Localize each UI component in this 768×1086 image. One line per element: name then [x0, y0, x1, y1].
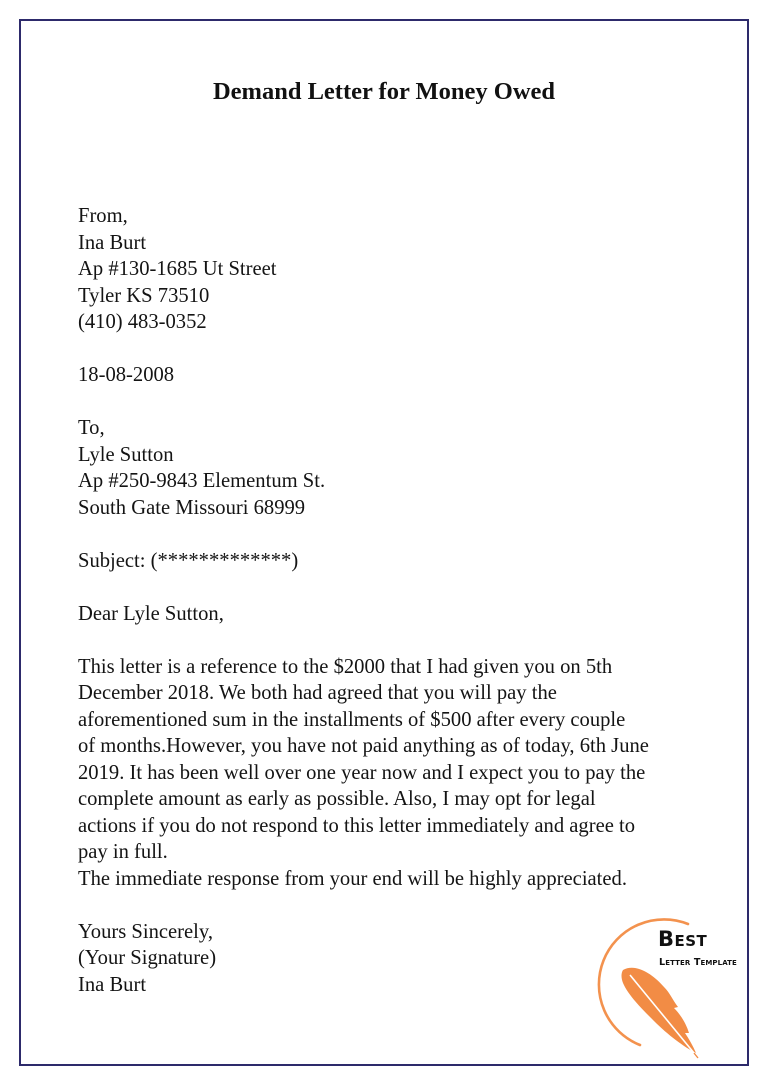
logo-text-letter-template: Letter Template	[659, 957, 737, 968]
sender-address-line1: Ap #130-1685 Ut Street	[78, 258, 277, 280]
recipient-name: Lyle Sutton	[78, 443, 174, 466]
document-title: Demand Letter for Money Owed	[212, 78, 556, 105]
body-line: This letter is a reference to the $2000 that I had given you on 5th	[78, 655, 613, 678]
sender-block	[78, 203, 718, 336]
signature-placeholder: (Your Signature)	[78, 947, 217, 969]
salutation: Dear Lyle Sutton,	[78, 602, 224, 625]
recipient-address-line2: South Gate Missouri 68999	[78, 496, 306, 519]
logo-text-best: Best	[658, 927, 708, 951]
sender-label: From,	[78, 205, 128, 227]
best-letter-template-logo	[590, 915, 750, 1060]
spacer	[78, 389, 718, 416]
sender-address-line2: Tyler KS 73510	[78, 284, 210, 307]
sender-phone: (410) 483-0352	[78, 311, 207, 333]
spacer	[78, 521, 718, 548]
closing-name: Ina Burt	[78, 973, 147, 996]
body-paragraph	[78, 654, 718, 893]
letter-body	[78, 203, 718, 998]
sender-name: Ina Burt	[78, 231, 147, 254]
recipient-label: To,	[78, 417, 105, 439]
feather-icon	[622, 968, 699, 1058]
body-line: December 2018. We both had agreed that you will pay the	[78, 682, 557, 704]
body-line: complete amount as early as possible. Also, I may opt for legal	[78, 788, 596, 810]
body-line: pay in full.	[78, 841, 168, 863]
body-line: of months.However, you have not paid anything as of today, 6th June	[78, 735, 649, 757]
recipient-address-line1: Ap #250-9843 Elementum St.	[78, 470, 326, 492]
body-line: 2019. It has been well over one year now and I expect you to pay the	[78, 761, 646, 784]
spacer	[78, 336, 718, 363]
spacer	[78, 627, 718, 654]
recipient-block	[78, 415, 718, 521]
spacer	[78, 574, 718, 601]
subject-line: Subject: (*************)	[78, 549, 299, 572]
letter-date: 18-08-2008	[78, 364, 175, 386]
valediction: Yours Sincerely,	[78, 920, 214, 943]
body-line: aforementioned sum in the installments of $500 after every couple	[78, 708, 626, 731]
body-line: The immediate response from your end will be highly appreciated.	[78, 867, 627, 890]
body-line: actions if you do not respond to this letter immediately and agree to	[78, 814, 636, 837]
